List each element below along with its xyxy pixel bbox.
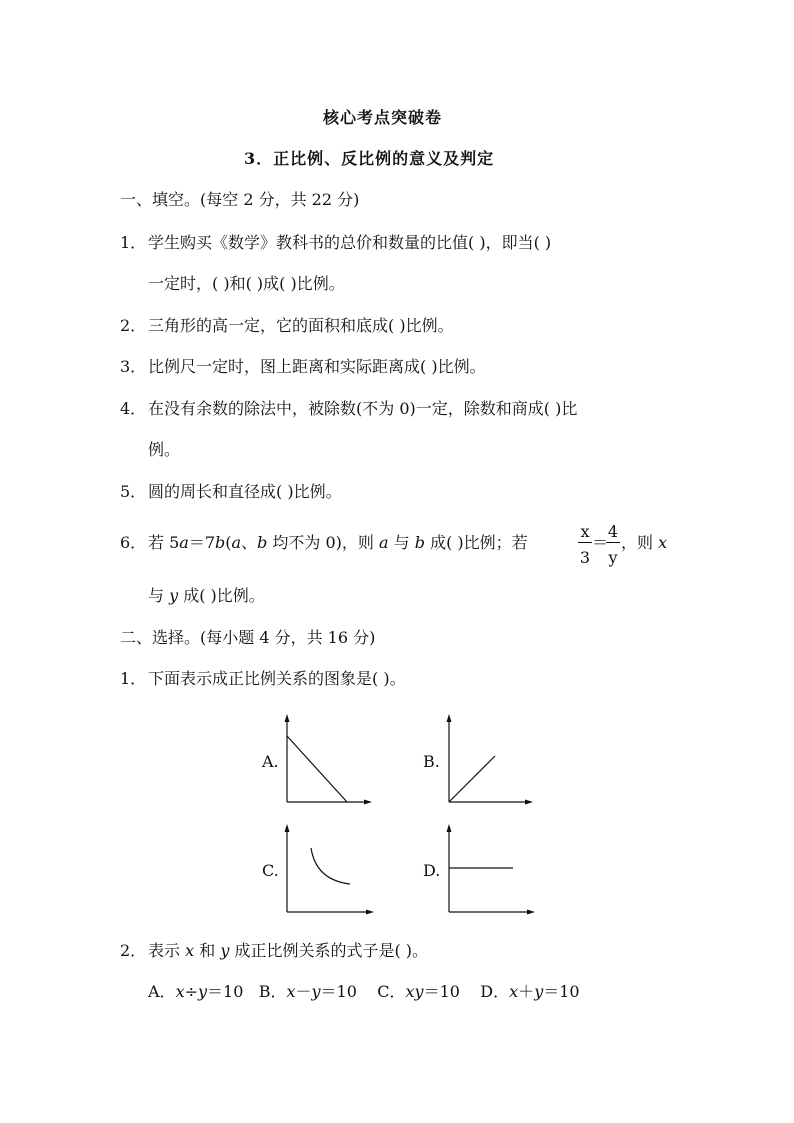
- q6-text-line1: 若 5a＝7b(a、b 均不为 0)，则 a 与 b 成( )比例；若: [148, 533, 528, 552]
- q4-number: 4．: [120, 399, 147, 418]
- q2-text: 三角形的高一定，它的面积和底成( )比例。: [148, 316, 454, 335]
- q4-text-line2: 例。: [148, 440, 181, 459]
- fraction2-numerator: 4: [607, 522, 619, 541]
- q1-text-line1: 学生购买《数学》教科书的总价和数量的比值( )，即当( ): [148, 233, 552, 252]
- option-b: B．x－y＝10: [258, 982, 357, 1001]
- fraction1-denominator: 3: [579, 548, 591, 567]
- s2-q2-text: 表示 x 和 y 成正比例关系的式子是( )。: [148, 941, 429, 960]
- fraction2-bar: [606, 542, 620, 543]
- fraction-equals: ＝: [592, 533, 609, 552]
- page-subtitle: 3．正比例、反比例的意义及判定: [244, 149, 495, 168]
- option-d: D．x＋y＝10: [480, 982, 580, 1001]
- graph-d-horizontal-line: [443, 822, 543, 917]
- graph-b-label: B.: [423, 752, 440, 771]
- q5-number: 5．: [120, 482, 147, 501]
- s2-q2-number: 2．: [120, 941, 147, 960]
- graph-c-label: C.: [262, 861, 279, 880]
- s2-q1-text: 下面表示成正比例关系的图象是( )。: [148, 669, 406, 688]
- graph-c-curve: [280, 822, 380, 917]
- q6-number: 6．: [120, 533, 147, 552]
- q5-text: 圆的周长和直径成( )比例。: [148, 482, 342, 501]
- graph-a-decreasing-line: [280, 712, 375, 807]
- q3-text: 比例尺一定时，图上距离和实际距离成( )比例。: [148, 357, 486, 376]
- section1-heading: 一、填空。(每空 2 分，共 22 分): [120, 190, 360, 209]
- fraction1-bar: [578, 542, 592, 543]
- section2-heading: 二、选择。(每小题 4 分，共 16 分): [120, 628, 376, 647]
- s2-q1-number: 1．: [120, 669, 147, 688]
- q1-number: 1．: [120, 233, 147, 252]
- s2-q2-options: [148, 982, 580, 1002]
- option-c: C．xy＝10: [377, 982, 460, 1001]
- q1-text-line2: 一定时，( )和( )成( )比例。: [148, 274, 345, 293]
- q3-number: 3．: [120, 357, 147, 376]
- graph-b-increasing-line: [443, 712, 538, 807]
- q2-number: 2．: [120, 316, 147, 335]
- q6-text-line2: 与 y 成( )比例。: [148, 586, 265, 605]
- graph-d-label: D.: [423, 861, 441, 880]
- page-title: 核心考点突破卷: [323, 108, 443, 127]
- graph-a-label: A.: [262, 752, 279, 771]
- fraction1-numerator: x: [580, 522, 590, 541]
- q6-text-tail: ，则 x: [621, 533, 668, 552]
- q4-text-line1: 在没有余数的除法中，被除数(不为 0)一定，除数和商成( )比: [148, 399, 578, 418]
- option-a: A．x÷y＝10: [148, 982, 244, 1001]
- fraction2-denominator: y: [608, 548, 618, 567]
